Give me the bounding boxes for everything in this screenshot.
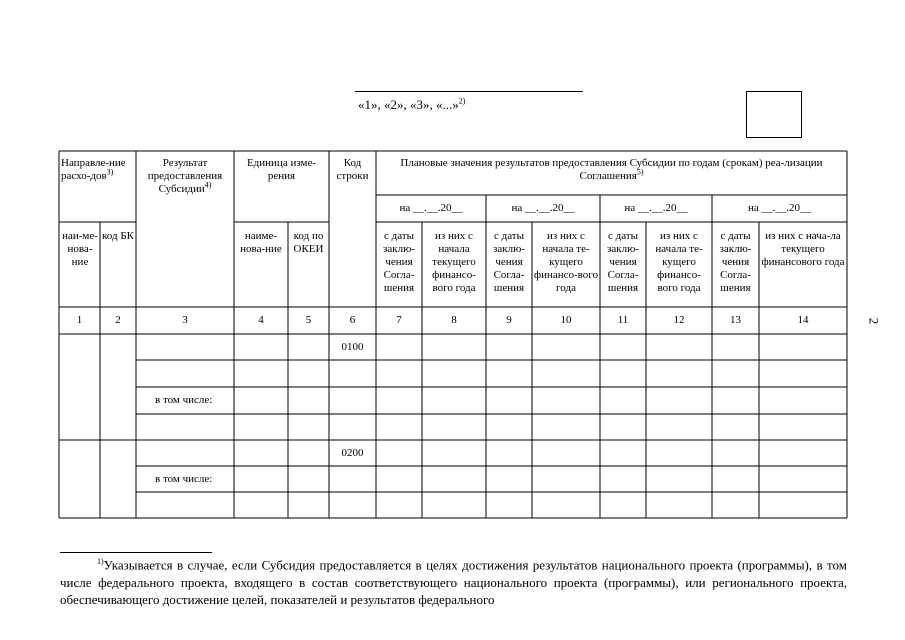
subheader: из них с начала те-кущего финансо-вого года — [655, 230, 703, 294]
header-directions-note: 3) — [106, 167, 114, 177]
header-name: наи-ме-нова-ние — [62, 230, 98, 268]
subheader: из них с начала текущего финансо-вого года — [432, 230, 476, 294]
sequence-heading — [358, 97, 465, 113]
header-unit: Единица изме-рения — [246, 157, 317, 182]
column-number: 3 — [182, 314, 188, 326]
subheader: с даты заклю-чения Согла-шения — [383, 230, 415, 294]
row-code: 0100 — [341, 341, 364, 353]
column-number: 5 — [305, 314, 312, 326]
period-header: на __.__.20__ — [624, 202, 688, 214]
column-number: 13 — [730, 314, 741, 326]
column-number: 8 — [451, 314, 457, 326]
footnote-text: Указывается в случае, если Субсидия предоставляется в целях достижения результатов национального проекта (программы), в том числе федерального проекта, входящего в состав соответствующего национального проекта (программы), или регионального проекта, обеспечивающего достижение целей, показателей и результатов федерального — [60, 557, 847, 608]
subheader: с даты заклю-чения Согла-шения — [493, 230, 525, 294]
page-number: 2 — [866, 317, 882, 325]
header-result — [138, 157, 232, 196]
period-header: на __.__.20__ — [747, 202, 812, 214]
subheader: из них с начала те-кущего финансо-вого года — [533, 230, 599, 294]
code-box — [746, 91, 802, 138]
column-number: 12 — [673, 314, 685, 326]
column-number: 4 — [258, 314, 264, 326]
subheader: из них с нача-ла текущего финансового года — [761, 230, 845, 268]
including-label: в том числе: — [155, 473, 213, 485]
header-planned — [378, 157, 845, 183]
footnote — [60, 553, 847, 609]
column-number: 14 — [797, 314, 809, 326]
header-bk: код БК — [102, 230, 134, 242]
sequence-text: «1», «2», «3», «...» — [358, 97, 459, 112]
header-okei: код по ОКЕИ — [293, 230, 324, 255]
period-header: на __.__.20__ — [399, 202, 463, 214]
including-label: в том числе: — [155, 394, 213, 406]
sequence-note: 2) — [458, 96, 466, 106]
header-directions-label: Направле-ние расхо-дов — [61, 157, 126, 182]
column-number: 10 — [560, 314, 572, 326]
subheader: с даты заклю-чения Согла-шения — [607, 230, 639, 294]
subheader: с даты заклю-чения Согла-шения — [719, 230, 752, 294]
column-number: 7 — [396, 314, 402, 326]
header-directions — [61, 157, 134, 183]
period-header: на __.__.20__ — [511, 202, 575, 214]
header-planned-note: 5) — [636, 167, 644, 177]
footnote-number: 1) — [97, 557, 104, 566]
header-result-label: Результат предоставления Субсидии — [147, 157, 223, 195]
header-result-note: 4) — [204, 180, 212, 190]
column-number: 11 — [617, 314, 629, 326]
header-planned-label: Плановые значения результатов предоставления Субсидии по годам (срокам) реа-лизации Соглашения — [400, 157, 823, 182]
column-number: 2 — [115, 314, 121, 326]
header-unit-name: наиме-нова-ние — [240, 230, 282, 255]
row-code: 0200 — [341, 447, 364, 459]
column-number: 6 — [349, 314, 356, 326]
header-row-code: Код строки — [336, 157, 369, 182]
column-number: 1 — [76, 314, 83, 326]
heading-underline — [355, 91, 583, 92]
column-number: 9 — [506, 314, 512, 326]
